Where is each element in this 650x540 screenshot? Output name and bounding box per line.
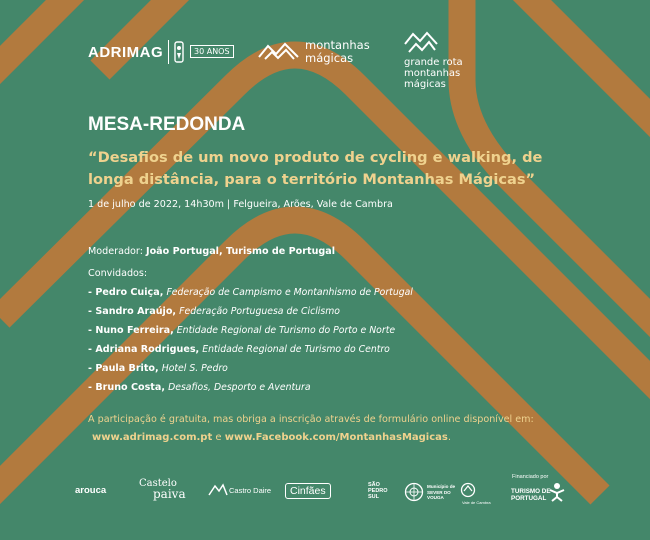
sul-line: SUL bbox=[368, 494, 379, 500]
castro-daire-mountain-icon bbox=[208, 482, 228, 496]
guest-name: Nuno Ferreira, bbox=[95, 325, 174, 336]
guest-name: Adriana Rodrigues, bbox=[95, 344, 200, 355]
arouca-logo: arouca bbox=[75, 485, 107, 496]
vouga-municipio-line: Município de bbox=[427, 484, 456, 489]
event-title: MESA-REDONDA bbox=[88, 114, 246, 135]
guest-org: Hotel S. Pedro bbox=[161, 363, 228, 374]
vouga-name-line: VOUGA bbox=[427, 495, 444, 500]
castelo-paiva-logo bbox=[139, 479, 186, 499]
financiado-por-label: Financiado por bbox=[512, 474, 549, 480]
guest-name: Bruno Costa, bbox=[95, 382, 166, 393]
guest-item bbox=[88, 305, 413, 324]
sever-do-vouga-emblem-icon bbox=[404, 482, 424, 502]
ribbon-top-right bbox=[512, 0, 650, 133]
vale-de-cambra-emblem-icon bbox=[460, 482, 476, 498]
guest-org: Federação de Campismo e Montanhismo de Portugal bbox=[166, 287, 413, 298]
turismo-de-portugal-logo bbox=[511, 488, 551, 502]
guest-prefix: - bbox=[88, 382, 96, 393]
guest-name: Paula Brito, bbox=[95, 363, 159, 374]
facebook-link[interactable]: www.Facebook.com/MontanhasMagicas bbox=[224, 432, 448, 443]
sao-pedro-do-sul-logo bbox=[368, 482, 388, 500]
registration-note: A participação é gratuita, mas obriga a inscrição através de formulário online disponível em: bbox=[88, 414, 534, 425]
vouga-sever-line: SEVER DO bbox=[427, 489, 451, 495]
sever-do-vouga-logo bbox=[427, 484, 455, 501]
guest-prefix: - bbox=[88, 344, 96, 355]
moderator-line bbox=[88, 246, 335, 257]
montanhas-magicas-logo bbox=[305, 39, 370, 65]
guest-item bbox=[88, 343, 413, 362]
pedro-line: PEDRO bbox=[368, 488, 388, 494]
tp-line2: PORTUGAL bbox=[511, 495, 547, 502]
adrimag-divider bbox=[168, 40, 169, 64]
guests-label: Convidados: bbox=[88, 268, 148, 279]
guest-name: Pedro Cuiça, bbox=[95, 287, 164, 298]
guest-prefix: - bbox=[88, 363, 96, 374]
grande-rota-montanhas-line: montanhas bbox=[404, 68, 461, 79]
event-subtitle: “Desafios de um novo produto de cycling e walking, de longa distância, para o território Montanhas Mágicas” bbox=[88, 149, 543, 188]
montanhas-line: montanhas bbox=[305, 38, 370, 52]
ribbon-left-upper bbox=[0, 0, 85, 105]
guest-item bbox=[88, 324, 413, 343]
guest-item bbox=[88, 286, 413, 305]
grande-rota-mountain-icon bbox=[403, 30, 439, 54]
guest-prefix: - bbox=[88, 287, 96, 298]
sao-line: SÃO bbox=[368, 482, 380, 488]
guest-prefix: - bbox=[88, 325, 96, 336]
magicas-line: mágicas bbox=[305, 51, 354, 65]
paiva-line: paiva bbox=[153, 487, 186, 501]
guest-org: Entidade Regional de Turismo do Centro bbox=[202, 344, 390, 355]
vale-de-cambra-logo: Vale de Cambra bbox=[462, 500, 491, 505]
grande-rota-line: grande rota bbox=[404, 57, 463, 68]
guest-org: Federação Portuguesa de Ciclismo bbox=[179, 306, 340, 317]
guest-item bbox=[88, 381, 413, 400]
grande-rota-logo bbox=[404, 57, 463, 90]
guest-name: Sandro Araújo, bbox=[95, 306, 177, 317]
moderator-name: João Portugal, Turismo de Portugal bbox=[146, 246, 336, 257]
guest-list bbox=[88, 286, 413, 400]
guest-prefix: - bbox=[88, 306, 96, 317]
guest-org: Entidade Regional de Turismo do Porto e Norte bbox=[176, 325, 396, 336]
cinfaes-logo: Cinfães bbox=[285, 483, 331, 499]
guest-org: Desafios, Desporto e Aventura bbox=[168, 382, 311, 393]
castro-daire-logo: Castro Daire bbox=[229, 486, 272, 495]
adrimag-emblem-icon bbox=[173, 41, 185, 63]
links-connector: e bbox=[212, 432, 225, 443]
tp-line1: TURISMO DE bbox=[511, 488, 551, 495]
guest-item bbox=[88, 362, 413, 381]
30-anos-badge: 30 ANOS bbox=[190, 45, 234, 58]
grande-rota-magicas-line: mágicas bbox=[404, 79, 446, 90]
montanhas-magicas-mountain-icon bbox=[258, 40, 300, 60]
registration-links bbox=[92, 432, 451, 443]
links-end: . bbox=[447, 432, 452, 443]
turismo-de-portugal-figure-icon bbox=[548, 482, 566, 502]
event-date-location: 1 de julho de 2022, 14h30m | Felgueira, Arões, Vale de Cambra bbox=[88, 199, 393, 210]
castelo-line: Castelo bbox=[139, 478, 177, 489]
moderator-label: Moderador: bbox=[88, 246, 143, 257]
adrimag-logo: ADRIMAG bbox=[88, 44, 164, 61]
adrimag-website-link[interactable]: www.adrimag.com.pt bbox=[92, 432, 213, 443]
